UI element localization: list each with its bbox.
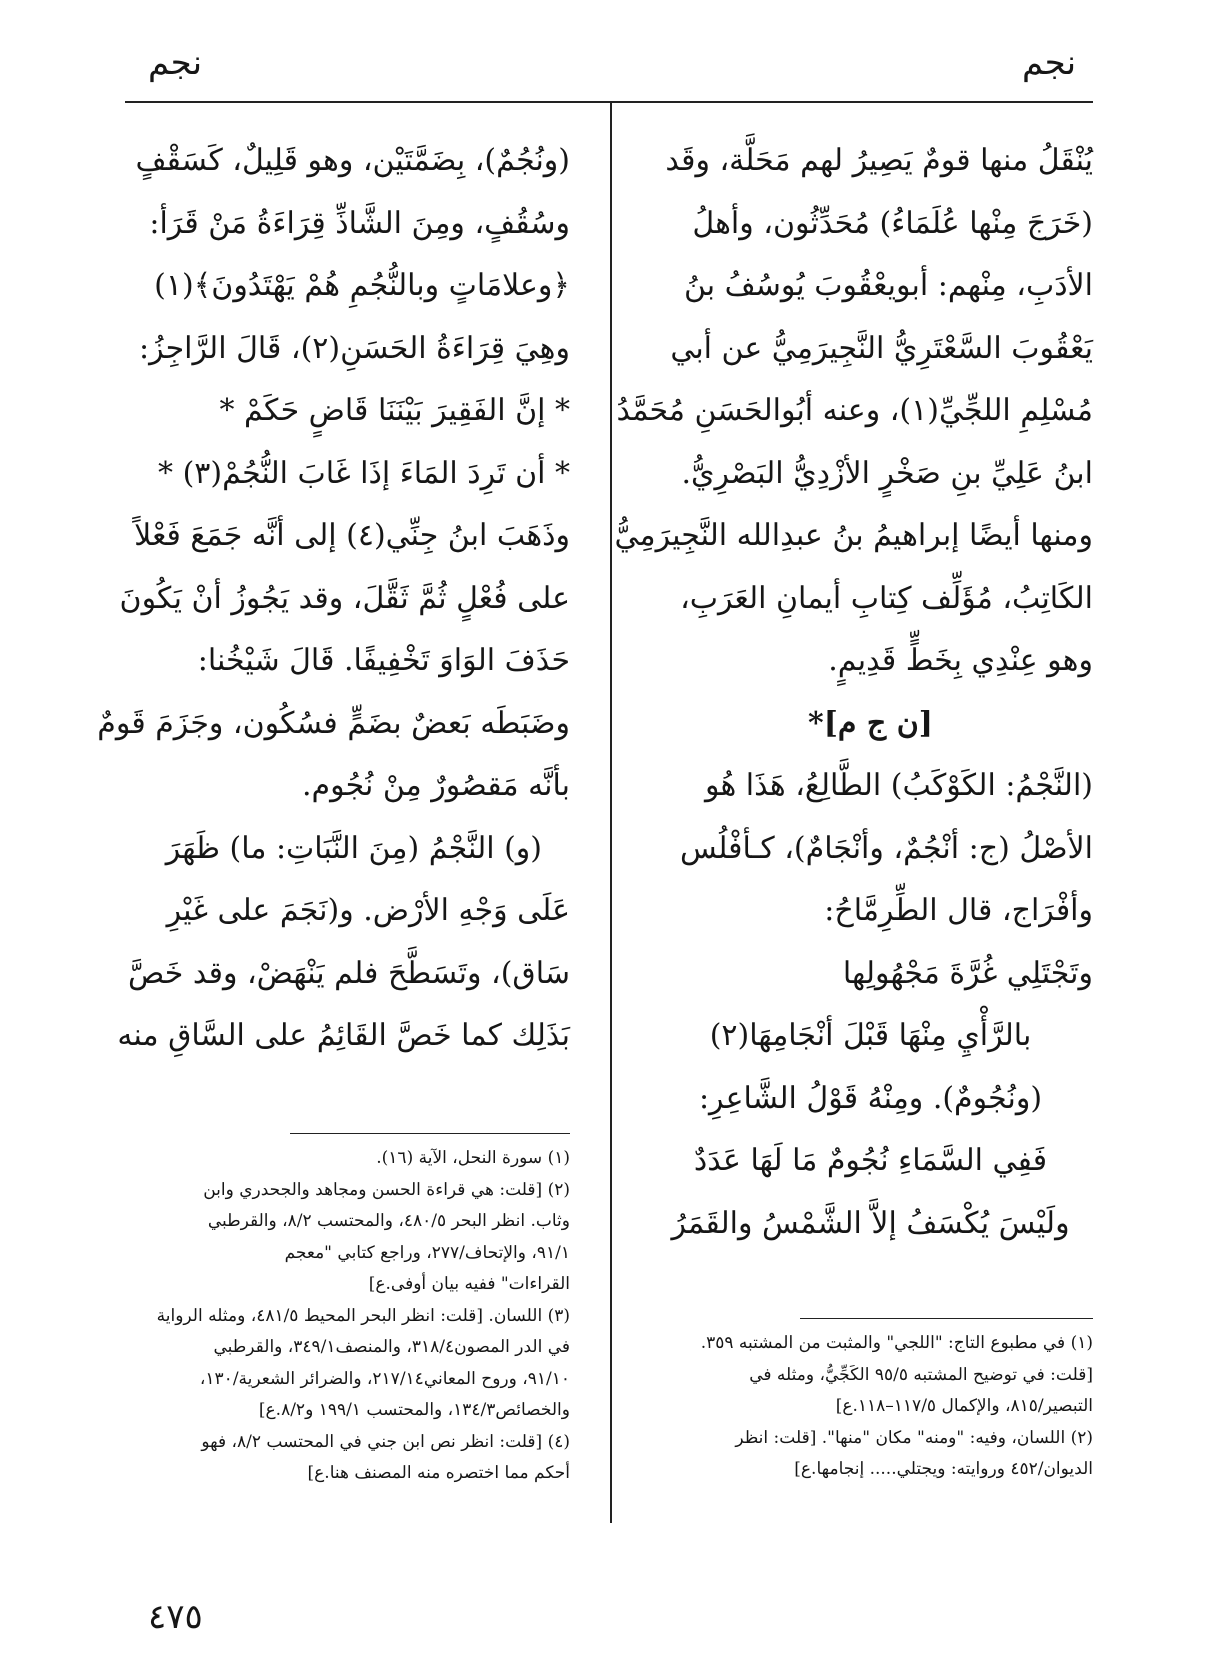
- footnote-line: ٩١/١، والإتحاف/٢٧٧، وراجع كتابي "معجم: [284, 1242, 570, 1263]
- page-number: ٤٧٥: [148, 1597, 203, 1637]
- poem-line: * إنَّ الفَقِيرَ بَيْنَنَا قَاضٍ حَكَمْ *: [219, 393, 570, 428]
- footnote-line: في الدر المصون٣١٨/٤، والمنصف٣٤٩/١، والقرطبي: [213, 1337, 570, 1357]
- footnotes-left: [125, 1143, 570, 1490]
- poem-line: فَفِي السَّمَاءِ نُجُومٌ مَا لَهَا عَدَدٌ: [693, 1143, 1048, 1178]
- text-line: بأنَّه مَقصُورٌ مِنْ نُجُوم.: [301, 768, 570, 803]
- text-line: يُنْقَلُ منها قومٌ يَصِيرُ لهم مَحَلَّة، وقَد: [665, 143, 1093, 178]
- footnote-line: الديوان/٤٥٢ وروايته: ويجتلي..... إنجامها.ع]: [794, 1459, 1093, 1479]
- text-line: (ونُجُومٌ). ومِنْهُ قَوْلُ الشَّاعِرِ:: [698, 1080, 1043, 1116]
- text-line: بَذَلِك كما خَصَّ القَائِمُ على السَّاقِ منه: [117, 1018, 570, 1053]
- footnote-line: [قلت: في توضيح المشتبه ٩٥/٥ الكَجِّيُّ، ومثله في: [749, 1364, 1093, 1385]
- column-divider: [610, 103, 612, 1523]
- footnote-line: (١) في مطبوع التاج: "اللجي" والمثبت من المشتبه ٣٥٩.: [700, 1333, 1093, 1353]
- text-line: (خَرَجَ مِنْها عُلَمَاءُ) مُحَدِّثُون، وأهلُ: [692, 205, 1093, 241]
- quran-quote-line: ﴿وعلامَاتٍ وبالنُّجُمِ هُمْ يَهْتَدُونَ﴾(١): [154, 268, 570, 303]
- running-header-left: نجم: [148, 43, 203, 83]
- footnote-line: ٩١/١٠، وروح المعاني٢١٧/١٤، والضرائر الشعرية/١٣٠،: [199, 1368, 570, 1389]
- text-line: ومنها أيضًا إبراهيمُ بنُ عبدِالله النَّجِيرَمِيُّ: [614, 518, 1093, 553]
- text-line: وضَبَطَه بَعضٌ بضَمٍّ فسُكُون، وجَزَمَ قَومٌ: [97, 705, 570, 741]
- text-line: وهِيَ قِرَاءَةُ الحَسَنِ(٢)، قَالَ الرَّاجِزُ:: [138, 330, 570, 366]
- text-line: يَعْقُوبَ السَّعْتَرِيُّ النَّجِيرَمِيُّ عن أبي: [670, 330, 1093, 366]
- footnote-rule-right: [800, 1318, 1093, 1319]
- text-line: (النَّجْمُ: الكَوْكَبُ) الطَّالِعُ، هَذَا هُو: [704, 768, 1093, 803]
- poem-line: وتَجْتَلِي غُرَّةَ مَجْهُولِها: [842, 955, 1093, 991]
- footnotes-right: [648, 1328, 1093, 1486]
- footnote-line: أحكم مما اختصره منه المصنف هنا.ع]: [307, 1463, 570, 1483]
- footnote-line: (١) سورة النحل، الآية (١٦).: [376, 1148, 570, 1168]
- text-line: (ونُجُمٌ)، بِضَمَّتَيْن، وهو قَلِيلٌ، كَسَقْفٍ: [135, 143, 570, 178]
- text-line: سَاق)، وتَسَطَّحَ فلم يَنْهَضْ، وقد خَصَّ: [128, 955, 570, 991]
- footnote-line: (٢) اللسان، وفيه: "ومنه" مكان "منها". [قلت: انظر: [735, 1427, 1093, 1448]
- poem-line: بالرَّأْيِ مِنْهَا قَبْلَ أنْجَامِهَا(٢): [709, 1018, 1032, 1053]
- text-line: الأدَبِ، مِنْهم: أبويعْقُوبَ يُوسُفُ بنُ: [683, 268, 1093, 303]
- text-line: على فُعْلٍ ثُمَّ ثَقَّلَ، وقد يَجُوزُ أنْ يَكُونَ: [119, 580, 570, 616]
- left-column: [97, 130, 570, 1068]
- poem-line: ولَيْسَ يُكْسَفُ إلاَّ الشَّمْسُ والقَمَرُ: [671, 1205, 1070, 1241]
- poem-line: * أن تَرِدَ المَاءَ إذَا غَابَ النُّجُمْ(٣) *: [158, 455, 570, 491]
- footnote-line: (٣) اللسان. [قلت: انظر البحر المحيط ٤٨١/٥، ومثله الرواية: [156, 1305, 570, 1326]
- running-header-right: نجم: [1022, 43, 1077, 83]
- text-line: وأفْرَاج، قال الطِّرِمَّاحُ:: [824, 893, 1093, 928]
- entry-heading: [ن ج م]*: [808, 705, 933, 741]
- footnote-line: (٤) [قلت: انظر نص ابن جني في المحتسب ٨/٢، فهو: [201, 1431, 570, 1452]
- footnote-line: وثاب. انظر البحر ٤٨٠/٥، والمحتسب ٨/٢، والقرطبي: [207, 1211, 570, 1231]
- header-rule: [125, 101, 1093, 103]
- text-line: وهو عِنْدِي بِخَطٍّ قَدِيمٍ.: [828, 643, 1093, 678]
- text-line: حَذَفَ الوَاوَ تَخْفِيفًا. قَالَ شَيْخُنا:: [197, 643, 570, 678]
- footnote-line: القراءات" ففيه بيان أوفى.ع]: [368, 1274, 570, 1294]
- text-line: وسُقُفٍ، ومِنَ الشَّاذِّ قِرَاءَةُ مَنْ قَرَأ:: [149, 205, 570, 241]
- text-line: الأصْلُ (ج: أنْجُمٌ، وأنْجَامٌ)، كـأفْلُس: [679, 830, 1093, 866]
- text-line: ابنُ عَلِيِّ بنِ صَخْرٍ الأزْدِيُّ البَصْرِيُّ.: [681, 455, 1093, 491]
- text-line: عَلَى وَجْهِ الأرْض. و(نَجَمَ على غَيْرِ: [166, 893, 570, 928]
- footnote-line: (٢) [قلت: هي قراءة الحسن ومجاهد والجحدري وابن: [203, 1179, 570, 1200]
- text-line: وذَهَبَ ابنُ جِنِّي(٤) إلى أنَّه جَمَعَ فَعْلاً: [134, 518, 570, 553]
- footnote-line: والخصائص١٣٤/٣، والمحتسب ١٩٩/١ و٨/٢.ع]: [258, 1400, 570, 1420]
- right-column: [614, 130, 1093, 1255]
- footnote-rule-left: [290, 1133, 570, 1134]
- text-line: (و) النَّجْمُ (مِنَ النَّبَاتِ: ما) ظَهَرَ: [165, 830, 542, 866]
- text-line: مُسْلِمِ اللجِّيِّ(١)، وعنه أبُوالحَسَنِ مُحَمَّدُ: [616, 393, 1093, 428]
- text-line: الكَاتِبُ، مُؤَلِّف كِتابِ أيمانِ العَرَبِ،: [680, 580, 1093, 616]
- footnote-line: التبصير/٨١٥، والإكمال ١١٧/٥–١١٨.ع]: [835, 1396, 1093, 1416]
